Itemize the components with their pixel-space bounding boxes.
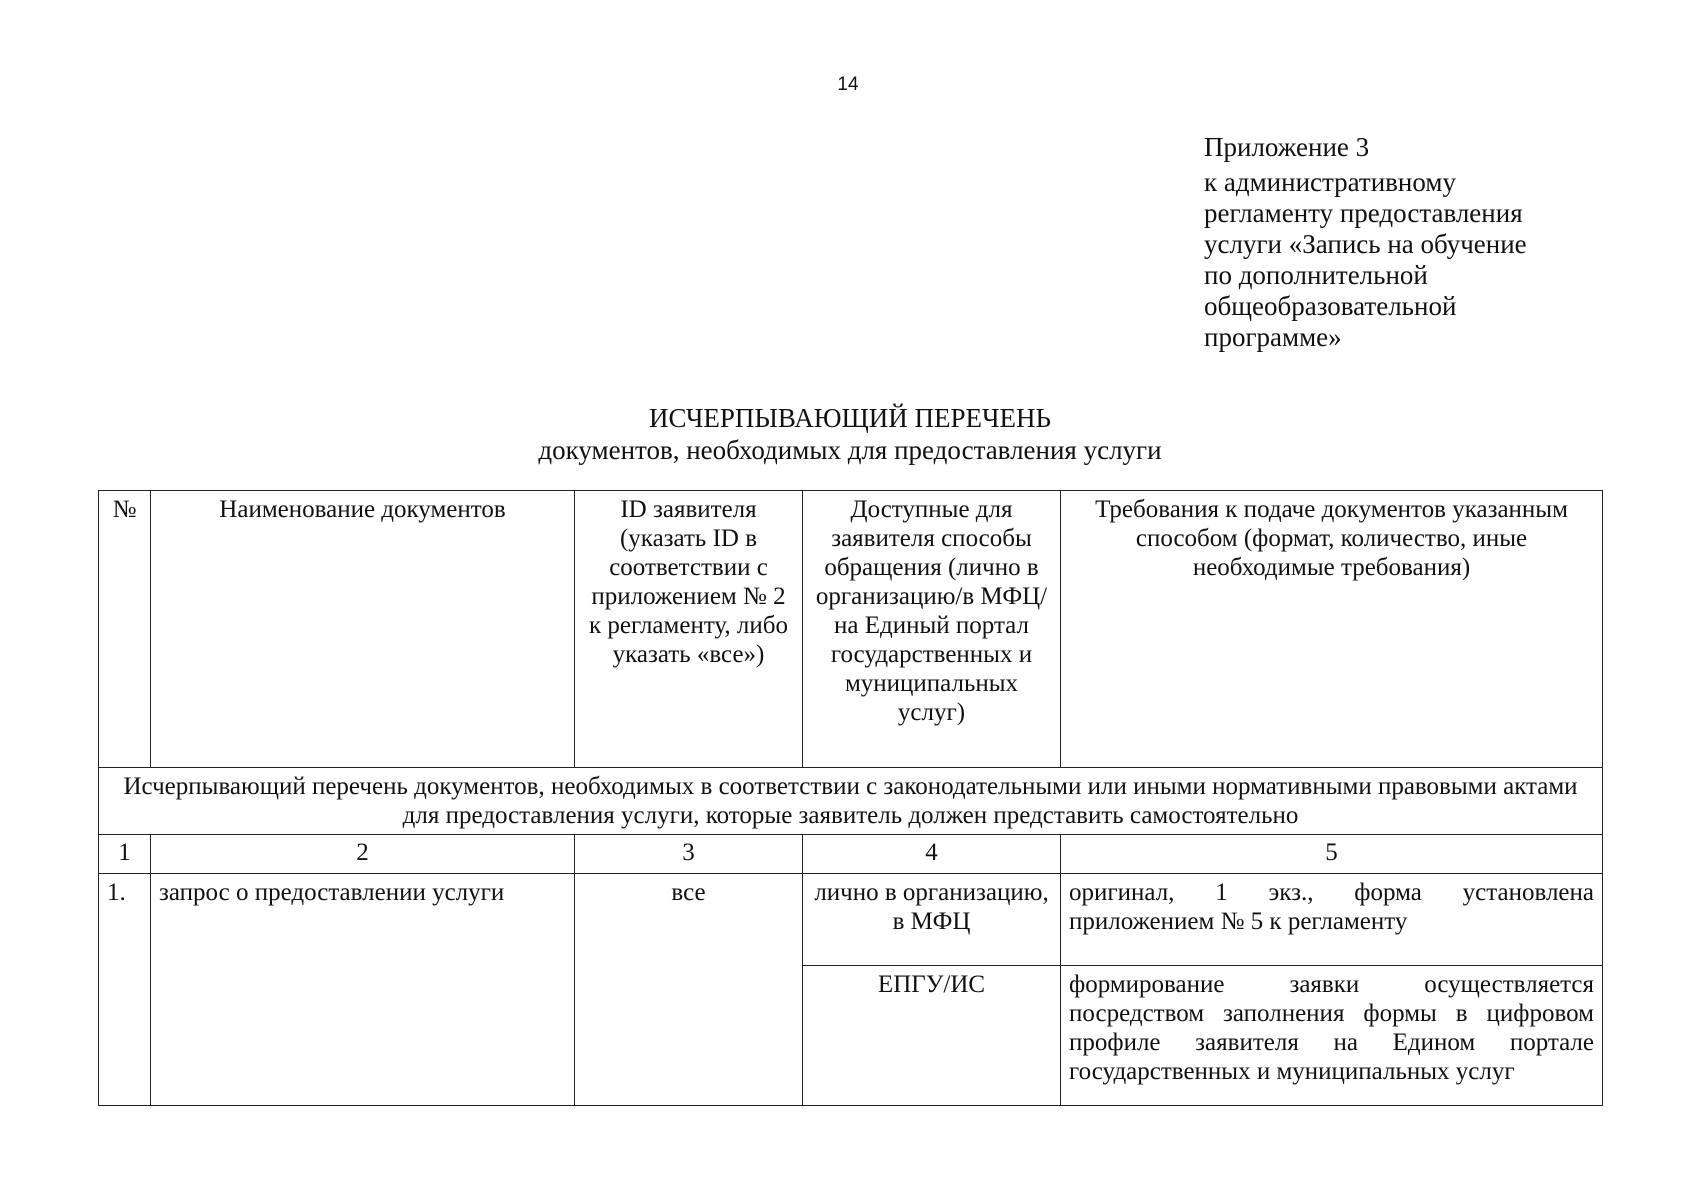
column-numbers-row	[99, 835, 1603, 874]
row-document-name: запрос о предоставлении услуги	[151, 874, 575, 1106]
page-number: 14	[837, 74, 859, 95]
row-applicant-id: все	[575, 874, 803, 1106]
column-number: 2	[151, 835, 575, 874]
header-submission-methods: Доступные для заявителя способы обращения (лично в организацию/в МФЦ/на Единый портал государственных и муниципальных услуг)	[803, 491, 1061, 768]
appendix-line: общеобразовательной	[1204, 291, 1457, 321]
section-title: Исчерпывающий перечень документов, необходимых в соответствии с законодательными или иными нормативными правовыми актами для предоставления услуги, которые заявитель должен представить самостоятельно	[99, 768, 1603, 835]
row-method: лично в организацию, в МФЦ	[803, 874, 1061, 966]
column-number: 4	[803, 835, 1061, 874]
header-number: №	[99, 491, 151, 768]
header-document-name: Наименование документов	[151, 491, 575, 768]
document-subtitle: документов, необходимых для предоставления услуги	[538, 435, 1162, 465]
documents-table	[98, 490, 1603, 1106]
appendix-block	[1204, 132, 1564, 353]
section-row	[99, 768, 1603, 835]
column-number: 3	[575, 835, 803, 874]
document-heading	[400, 402, 1300, 466]
column-number: 5	[1061, 835, 1603, 874]
appendix-line: к административному	[1204, 167, 1456, 197]
appendix-line: программе»	[1204, 322, 1342, 352]
document-title: ИСЧЕРПЫВАЮЩИЙ ПЕРЕЧЕНЬ	[648, 403, 1052, 433]
column-number: 1	[99, 835, 151, 874]
row-number: 1.	[99, 874, 151, 1106]
table-header-row	[99, 491, 1603, 768]
table-row	[99, 874, 1603, 966]
appendix-line: услуги «Запись на обучение	[1204, 229, 1527, 259]
appendix-line: по дополнительной	[1204, 260, 1428, 290]
row-method: ЕПГУ/ИС	[803, 966, 1061, 1106]
header-requirements: Требования к подаче документов указанным способом (формат, количество, иные необходимые требования)	[1061, 491, 1603, 768]
header-applicant-id: ID заявителя (указать ID в соответствии с приложением № 2 к регламенту, либо указать «все»)	[575, 491, 803, 768]
appendix-title: Приложение 3	[1204, 132, 1370, 162]
row-requirements: формирование заявки осуществляется посредством заполнения формы в цифровом профиле заявителя на Едином портале государственных и муниципальных услуг	[1061, 966, 1603, 1106]
row-requirements: оригинал, 1 экз., форма установлена приложением № 5 к регламенту	[1061, 874, 1603, 966]
appendix-line: регламенту предоставления	[1204, 198, 1523, 228]
